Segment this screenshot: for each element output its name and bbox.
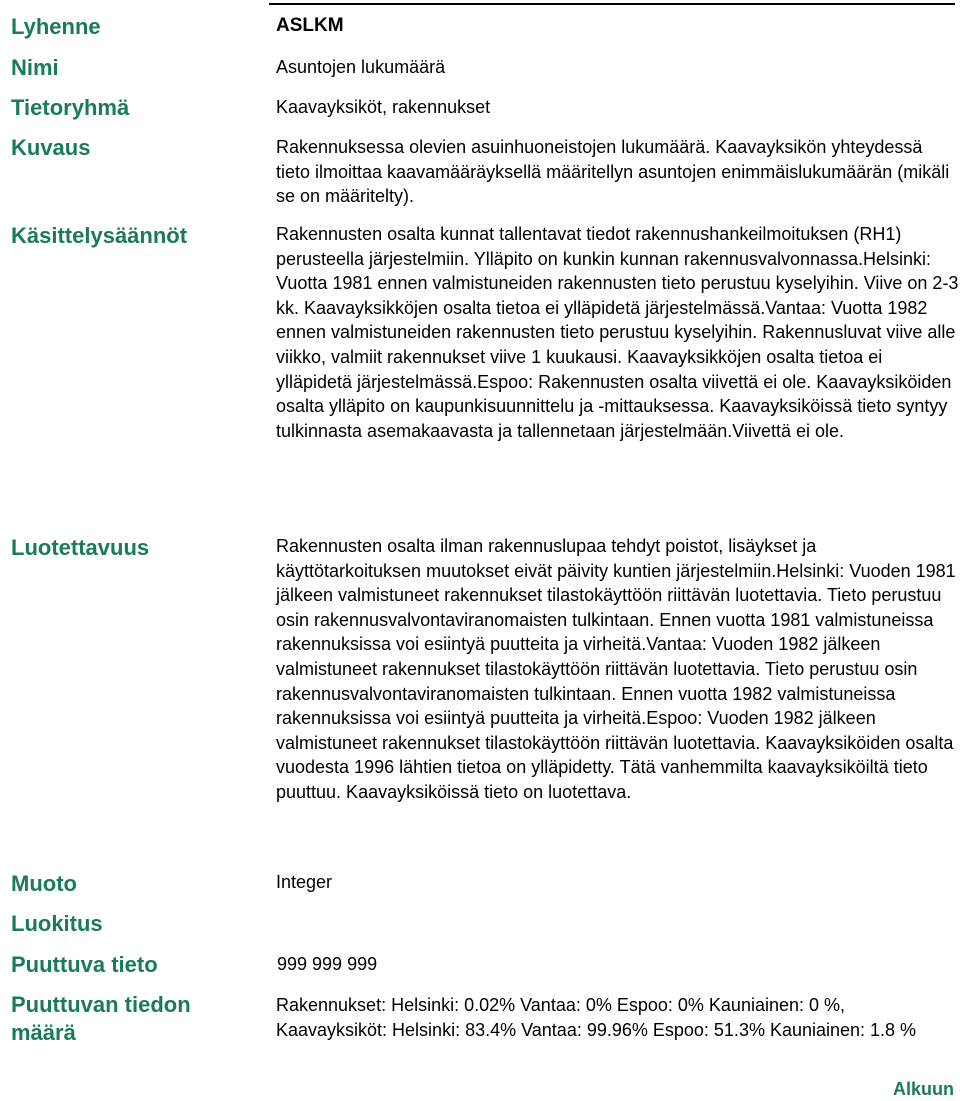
field-value-lyhenne: ASLKM bbox=[276, 15, 344, 36]
field-value-kasittelysaannot: Rakennusten osalta kunnat tallentavat tiedot rakennushankeilmoituksen (RH1) perusteella järjestelmiin. Ylläpito on kunkin kunnan rakennusvalvonnassa.Helsinki: Vuotta 1981 ennen valmistuneiden rakennusten tieto perustuu kyselyihin. Viive on 2-3 kk. Kaavayksikköjen osalta tietoa ei ylläpidetä järjestelmässä.Vantaa: Vuotta 1982 ennen valmistuneiden rakennusten tieto perustuu kyselyihin. Rakennusluvat viive alle viikko, valmiit rakennukset viive 1 kuukausi. Kaavayksikköjen osalta tietoa ei ylläpidetä järjestelmässä.Espoo: Rakennusten osalta viivettä ei ole. Kaavayksiköiden osalta ylläpito on kaupunkisuunnittelu ja -mittauksessa. Kaavayksiköissä tieto syntyy tulkinnasta asemakaavasta ja tallennetaan järjestelmään.Viivettä ei ole. bbox=[276, 224, 959, 441]
field-value-puuttuvan-tiedon-maara: Rakennukset: Helsinki: 0.02% Vantaa: 0% Espoo: 0% Kauniainen: 0 %, Kaavayksiköt: Helsinki: 83.4% Vantaa: 99.96% Espoo: 51.3% Kauniainen: 1.8 % bbox=[276, 995, 917, 1040]
back-to-top-link[interactable]: Alkuun bbox=[893, 1079, 954, 1099]
field-value-puuttuva-tieto: 999 999 999 bbox=[277, 954, 378, 974]
field-label-tietoryhma: Tietoryhmä bbox=[11, 95, 130, 120]
field-label-lyhenne: Lyhenne bbox=[11, 14, 101, 39]
field-label-kuvaus: Kuvaus bbox=[11, 135, 91, 160]
field-label-nimi: Nimi bbox=[11, 55, 59, 80]
field-label-puuttuva-tieto: Puuttuva tieto bbox=[11, 952, 158, 977]
field-value-muoto: Integer bbox=[276, 872, 333, 892]
field-value-tietoryhma: Kaavayksiköt, rakennukset bbox=[276, 97, 491, 117]
field-label-puuttuvan-tiedon-maara: Puuttuvan tiedon määrä bbox=[11, 992, 191, 1045]
field-label-muoto: Muoto bbox=[11, 871, 77, 896]
field-label-luotettavuus: Luotettavuus bbox=[11, 535, 150, 560]
field-label-kasittelysaannot: Käsittelysäännöt bbox=[11, 223, 188, 248]
field-value-kuvaus: Rakennuksessa olevien asuinhuoneistojen lukumäärä. Kaavayksikön yhteydessä tieto ilmoittaa kaavamääräyksellä määritellyn asuntojen enimmäislukumäärän (mikäli se on määritelty). bbox=[276, 137, 950, 207]
header-divider bbox=[269, 3, 955, 5]
field-label-luokitus: Luokitus bbox=[11, 911, 103, 936]
field-value-luotettavuus: Rakennusten osalta ilman rakennuslupaa tehdyt poistot, lisäykset ja käyttötarkoituksen muutokset eivät päivity kuntien järjestelmiin.Helsinki: Vuoden 1981 jälkeen valmistuneet rakennukset tilastokäyttöön riittävän luotettavia. Tieto perustuu osin rakennusvalvontaviranomaisten tulkintaan. Ennen vuotta 1981 valmistuneissa rakennuksissa voi esiintyä puutteita ja virheitä.Vantaa: Vuoden 1982 jälkeen valmistuneet rakennukset tilastokäyttöön riittävän luotettavia. Tieto perustuu osin rakennusvalvontaviranomaisten tulkintaan. Ennen vuotta 1982 valmistuneissa rakennuksissa voi esiintyä puutteita ja virheitä.Espoo: Vuoden 1982 jälkeen valmistuneet rakennukset tilastokäyttöön riittävän luotettavia. Kaavayksiköiden osalta vuodesta 1996 lähtien tietoa on ylläpidetty. Tätä vanhemmilta kaavayksiköiltä tieto puuttuu. Kaavayksiköissä tieto on luotettava. bbox=[276, 536, 956, 802]
field-value-nimi: Asuntojen lukumäärä bbox=[276, 57, 446, 77]
